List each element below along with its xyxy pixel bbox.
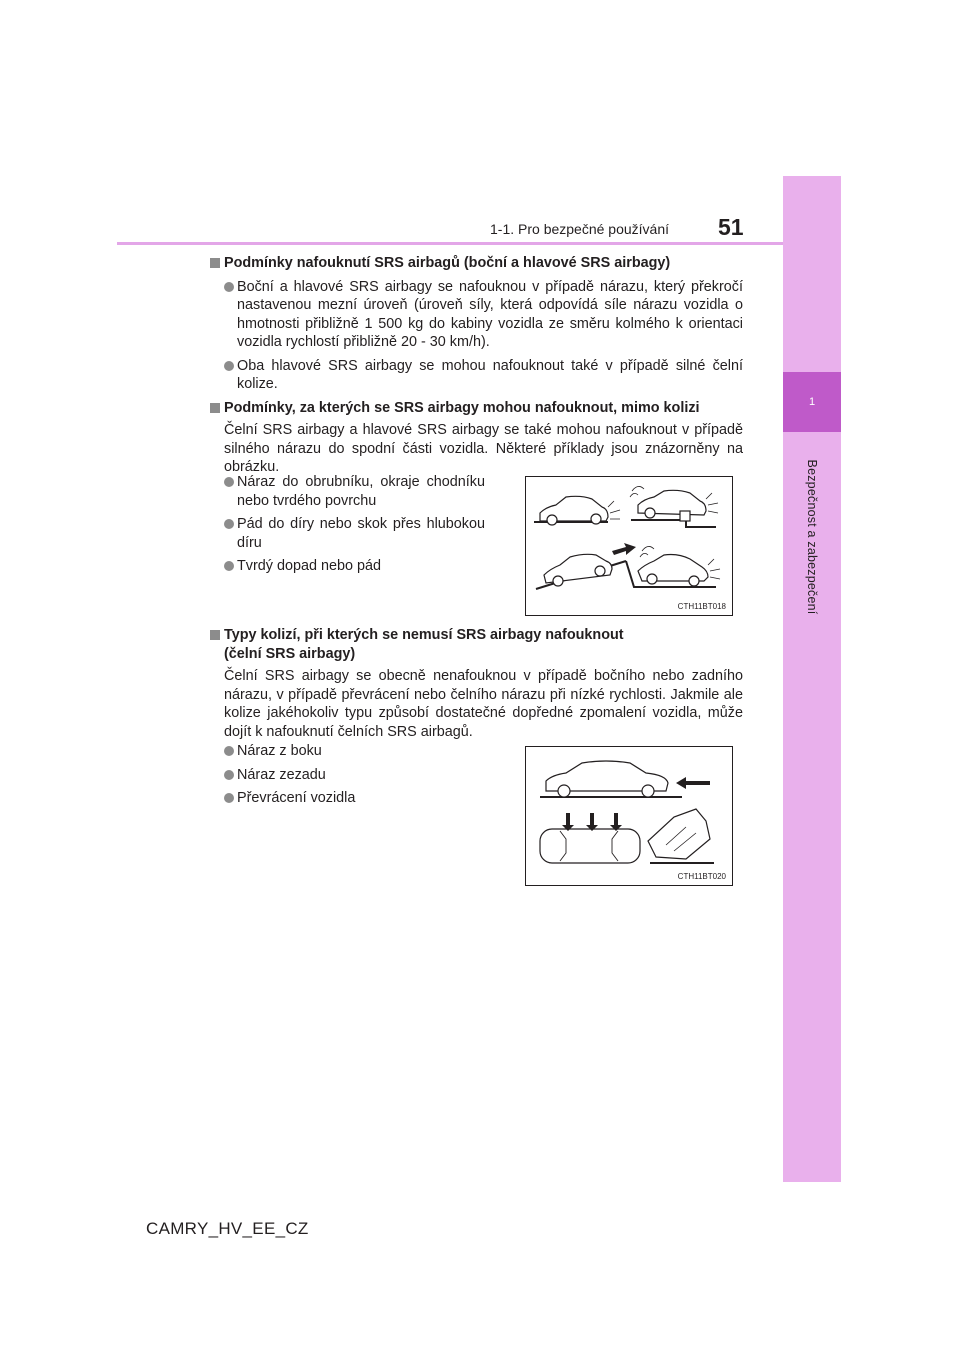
square-bullet-icon xyxy=(210,403,220,413)
header-rule xyxy=(117,242,783,245)
figure-code: CTH11BT018 xyxy=(677,602,726,611)
list-item: Oba hlavové SRS airbagy se mohou nafouknout také v případě silné čelní kolize. xyxy=(210,357,743,394)
chapter-side-tab xyxy=(783,176,841,1182)
paragraph: Čelní SRS airbagy a hlavové SRS airbagy se také mohou nafouknout v případě silného nárazu do spodní části vozidla. Některé příklady jsou znázorněny na obrázku. xyxy=(224,422,743,475)
list-item: Náraz zezadu xyxy=(210,766,485,785)
paragraph: Čelní SRS airbagy se obecně nenafouknou v případě bočního nebo zadního nárazu, v případě převrácení nebo čelního nárazu při nízké rychlosti. Jakmile ale kolize jakéhokoliv typu způsobí dostatečné dopředné zpomalení vozidla, může dojít k nafouknutí čelních SRS airbagů. xyxy=(224,668,743,740)
chapter-label: Bezpečnost a zabezpečení xyxy=(805,459,819,615)
collision-types-illustration xyxy=(526,747,732,885)
round-bullet-icon xyxy=(224,770,234,780)
bullet-list xyxy=(210,742,485,808)
chapter-number: 1 xyxy=(783,372,841,432)
list-item: Tvrdý dopad nebo pád xyxy=(210,557,485,576)
square-bullet-icon xyxy=(210,258,220,268)
page-content-lower xyxy=(210,626,743,741)
list-item: Převrácení vozidla xyxy=(210,789,485,808)
section-heading: Podmínky, za kterých se SRS airbagy mohou nafouknout, mimo kolizi xyxy=(210,399,743,418)
round-bullet-icon xyxy=(224,561,234,571)
figure-collision-types xyxy=(525,746,733,886)
figure-code: CTH11BT020 xyxy=(677,872,726,881)
list-item: Boční a hlavové SRS airbagy se nafouknou v případě nárazu, který překročí nastavenou mezní úroveň (úroveň síly, která odpovídá síle nárazu vozidla o hmotnosti přibližně 1 500 kg do kabiny vozidla ze směru kolmého k orientaci vozidla rychlostí přibližně 20 - 30 km/h). xyxy=(210,278,743,352)
square-bullet-icon xyxy=(210,630,220,640)
page-content xyxy=(210,254,743,477)
round-bullet-icon xyxy=(224,282,234,292)
round-bullet-icon xyxy=(224,746,234,756)
page-number: 51 xyxy=(718,214,744,240)
round-bullet-icon xyxy=(224,477,234,487)
curb-impact-illustration xyxy=(526,477,732,615)
round-bullet-icon xyxy=(224,361,234,371)
list-item: Pád do díry nebo skok přes hlubokou díru xyxy=(210,515,485,552)
section-heading: Typy kolizí, při kterých se nemusí SRS airbagy nafouknout (čelní SRS airbagy) xyxy=(210,626,743,663)
bullet-list xyxy=(210,473,485,576)
figure-curb-impact xyxy=(525,476,733,616)
list-item: Náraz do obrubníku, okraje chodníku nebo tvrdého povrchu xyxy=(210,473,485,510)
section-title: 1-1. Pro bezpečné používání xyxy=(490,221,670,237)
round-bullet-icon xyxy=(224,793,234,803)
list-item: Náraz z boku xyxy=(210,742,485,761)
section-heading: Podmínky nafouknutí SRS airbagů (boční a hlavové SRS airbagy) xyxy=(210,254,743,273)
round-bullet-icon xyxy=(224,519,234,529)
footer-model-code: CAMRY_HV_EE_CZ xyxy=(146,1219,309,1238)
